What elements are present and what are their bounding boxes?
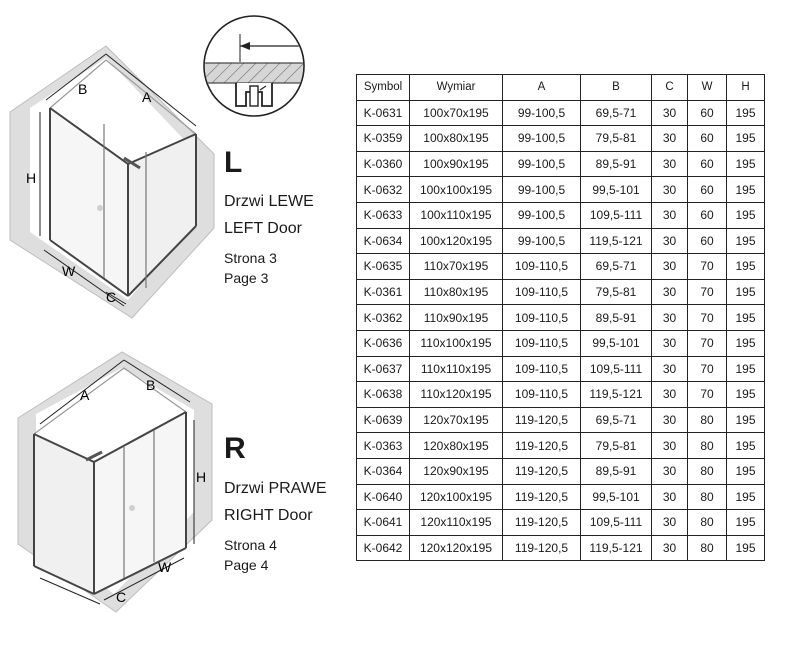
cell-a: 119-120,5 [503,433,581,459]
cell-h: 195 [727,202,765,228]
cell-h: 195 [727,228,765,254]
cell-symbol: K-0359 [357,126,410,152]
cell-symbol: K-0638 [357,382,410,408]
cell-wymiar: 120x90x195 [410,458,503,484]
cell-b: 89,5-91 [581,305,652,331]
table-row [357,330,765,356]
cell-c: 30 [652,177,688,203]
cell-c: 30 [652,151,688,177]
cell-symbol: K-0360 [357,151,410,177]
column-header-h: H [727,75,765,101]
table-body [357,100,765,561]
table-row [357,407,765,433]
cell-symbol: K-0633 [357,202,410,228]
cell-wymiar: 100x90x195 [410,151,503,177]
cell-b: 69,5-71 [581,100,652,126]
cell-wymiar: 100x120x195 [410,228,503,254]
cell-wymiar: 100x80x195 [410,126,503,152]
cell-wymiar: 100x100x195 [410,177,503,203]
cell-w: 70 [688,279,727,305]
column-header-c: C [652,75,688,101]
cell-c: 30 [652,535,688,561]
dim-a-label: A [142,89,152,105]
table-row [357,100,765,126]
cell-a: 109-110,5 [503,254,581,280]
cell-b: 109,5-111 [581,510,652,536]
cell-h: 195 [727,433,765,459]
cell-c: 30 [652,433,688,459]
profile-detail-icon [200,16,310,116]
cell-w: 80 [688,535,727,561]
cell-b: 79,5-81 [581,126,652,152]
cell-symbol: K-0364 [357,458,410,484]
cell-a: 99-100,5 [503,202,581,228]
cell-b: 119,5-121 [581,382,652,408]
cell-h: 195 [727,407,765,433]
cell-a: 109-110,5 [503,330,581,356]
cell-h: 195 [727,535,765,561]
cell-h: 195 [727,279,765,305]
dim-w-label: W [62,263,76,279]
table-row [357,510,765,536]
cell-h: 195 [727,458,765,484]
cell-b: 99,5-101 [581,484,652,510]
cell-wymiar: 110x110x195 [410,356,503,382]
column-header-w: W [688,75,727,101]
cell-h: 195 [727,151,765,177]
cell-a: 119-120,5 [503,458,581,484]
table-row [357,126,765,152]
cell-wymiar: 120x70x195 [410,407,503,433]
cell-w: 70 [688,382,727,408]
cell-wymiar: 120x100x195 [410,484,503,510]
column-header-b: B [581,75,652,101]
cell-h: 195 [727,330,765,356]
right-door-label-pl: Drzwi PRAWE [224,480,327,497]
cell-wymiar: 110x100x195 [410,330,503,356]
table-row [357,433,765,459]
cell-w: 70 [688,330,727,356]
cell-a: 109-110,5 [503,356,581,382]
left-door-letter: L [224,146,243,179]
cell-symbol: K-0632 [357,177,410,203]
cell-symbol: K-0631 [357,100,410,126]
table-row [357,305,765,331]
table-row [357,254,765,280]
cell-b: 109,5-111 [581,356,652,382]
cell-wymiar: 110x90x195 [410,305,503,331]
cell-w: 70 [688,356,727,382]
cell-b: 69,5-71 [581,407,652,433]
table-row [357,484,765,510]
cell-a: 109-110,5 [503,382,581,408]
cell-symbol: K-0642 [357,535,410,561]
cell-a: 119-120,5 [503,407,581,433]
cell-wymiar: 120x120x195 [410,535,503,561]
column-header-a: A [503,75,581,101]
cell-wymiar: 100x110x195 [410,202,503,228]
cell-symbol: K-0641 [357,510,410,536]
cell-symbol: K-0640 [357,484,410,510]
column-header-symbol: Symbol [357,75,410,101]
cell-w: 80 [688,510,727,536]
dim-c-label-right: C [116,589,127,605]
cell-c: 30 [652,228,688,254]
cell-h: 195 [727,484,765,510]
table-row [357,382,765,408]
cell-w: 60 [688,202,727,228]
cell-c: 30 [652,202,688,228]
right-door-page-en: Page 4 [224,557,269,573]
left-door-label-pl: Drzwi LEWE [224,193,314,210]
cell-symbol: K-0363 [357,433,410,459]
cell-w: 60 [688,177,727,203]
column-header-wymiar: Wymiar [410,75,503,101]
table-row [357,356,765,382]
cell-h: 195 [727,356,765,382]
cell-c: 30 [652,458,688,484]
cell-c: 30 [652,126,688,152]
cell-a: 109-110,5 [503,279,581,305]
dim-h-label: H [26,170,37,186]
cell-b: 89,5-91 [581,151,652,177]
cell-w: 60 [688,126,727,152]
table-row [357,458,765,484]
cell-b: 99,5-101 [581,330,652,356]
cell-a: 99-100,5 [503,177,581,203]
table-row [357,535,765,561]
cell-a: 119-120,5 [503,535,581,561]
dim-b-label: B [78,81,88,97]
cell-a: 109-110,5 [503,305,581,331]
cell-a: 99-100,5 [503,126,581,152]
cell-w: 80 [688,433,727,459]
left-door-shower-diagram [10,46,214,318]
cell-c: 30 [652,305,688,331]
table-row [357,228,765,254]
table-row [357,177,765,203]
cell-b: 79,5-81 [581,433,652,459]
cell-symbol: K-0634 [357,228,410,254]
cell-h: 195 [727,254,765,280]
cell-w: 60 [688,228,727,254]
table-header-row [357,75,765,101]
cell-w: 60 [688,100,727,126]
dim-c-label: C [106,289,117,305]
dim-b-label-right: B [146,377,156,393]
right-door-label-en: RIGHT Door [224,507,313,524]
cell-c: 30 [652,254,688,280]
cell-wymiar: 110x70x195 [410,254,503,280]
right-door-shower-diagram [18,352,212,612]
cell-wymiar: 110x120x195 [410,382,503,408]
cell-b: 109,5-111 [581,202,652,228]
cell-symbol: K-0635 [357,254,410,280]
cell-b: 119,5-121 [581,535,652,561]
cell-wymiar: 100x70x195 [410,100,503,126]
cell-c: 30 [652,510,688,536]
dim-h-label-right: H [196,469,207,485]
cell-w: 70 [688,305,727,331]
cell-h: 195 [727,177,765,203]
cell-b: 89,5-91 [581,458,652,484]
cell-wymiar: 110x80x195 [410,279,503,305]
cell-w: 70 [688,254,727,280]
cell-c: 30 [652,279,688,305]
cell-symbol: K-0361 [357,279,410,305]
cell-wymiar: 120x80x195 [410,433,503,459]
cell-c: 30 [652,382,688,408]
cell-b: 79,5-81 [581,279,652,305]
cell-a: 99-100,5 [503,228,581,254]
cell-h: 195 [727,510,765,536]
dimension-table [356,74,765,561]
cell-w: 80 [688,484,727,510]
left-door-page-en: Page 3 [224,270,269,286]
cell-c: 30 [652,100,688,126]
cell-wymiar: 120x110x195 [410,510,503,536]
dim-w-label-right: W [158,559,172,575]
left-door-page-pl: Strona 3 [224,250,277,266]
cell-symbol: K-0639 [357,407,410,433]
cell-b: 69,5-71 [581,254,652,280]
cell-h: 195 [727,382,765,408]
cell-w: 80 [688,407,727,433]
cell-b: 119,5-121 [581,228,652,254]
table-row [357,279,765,305]
right-door-letter: R [224,432,246,465]
cell-a: 99-100,5 [503,151,581,177]
right-door-page-pl: Strona 4 [224,537,277,553]
cell-h: 195 [727,305,765,331]
cell-a: 119-120,5 [503,484,581,510]
cell-h: 195 [727,100,765,126]
cell-a: 119-120,5 [503,510,581,536]
cell-h: 195 [727,126,765,152]
cell-c: 30 [652,356,688,382]
table-row [357,151,765,177]
table-row [357,202,765,228]
cell-c: 30 [652,484,688,510]
cell-w: 60 [688,151,727,177]
cell-symbol: K-0362 [357,305,410,331]
left-door-label-en: LEFT Door [224,220,302,237]
dim-a-label-right: A [80,387,90,403]
cell-b: 99,5-101 [581,177,652,203]
cell-w: 80 [688,458,727,484]
cell-c: 30 [652,330,688,356]
cell-symbol: K-0637 [357,356,410,382]
cell-symbol: K-0636 [357,330,410,356]
cell-c: 30 [652,407,688,433]
cell-a: 99-100,5 [503,100,581,126]
